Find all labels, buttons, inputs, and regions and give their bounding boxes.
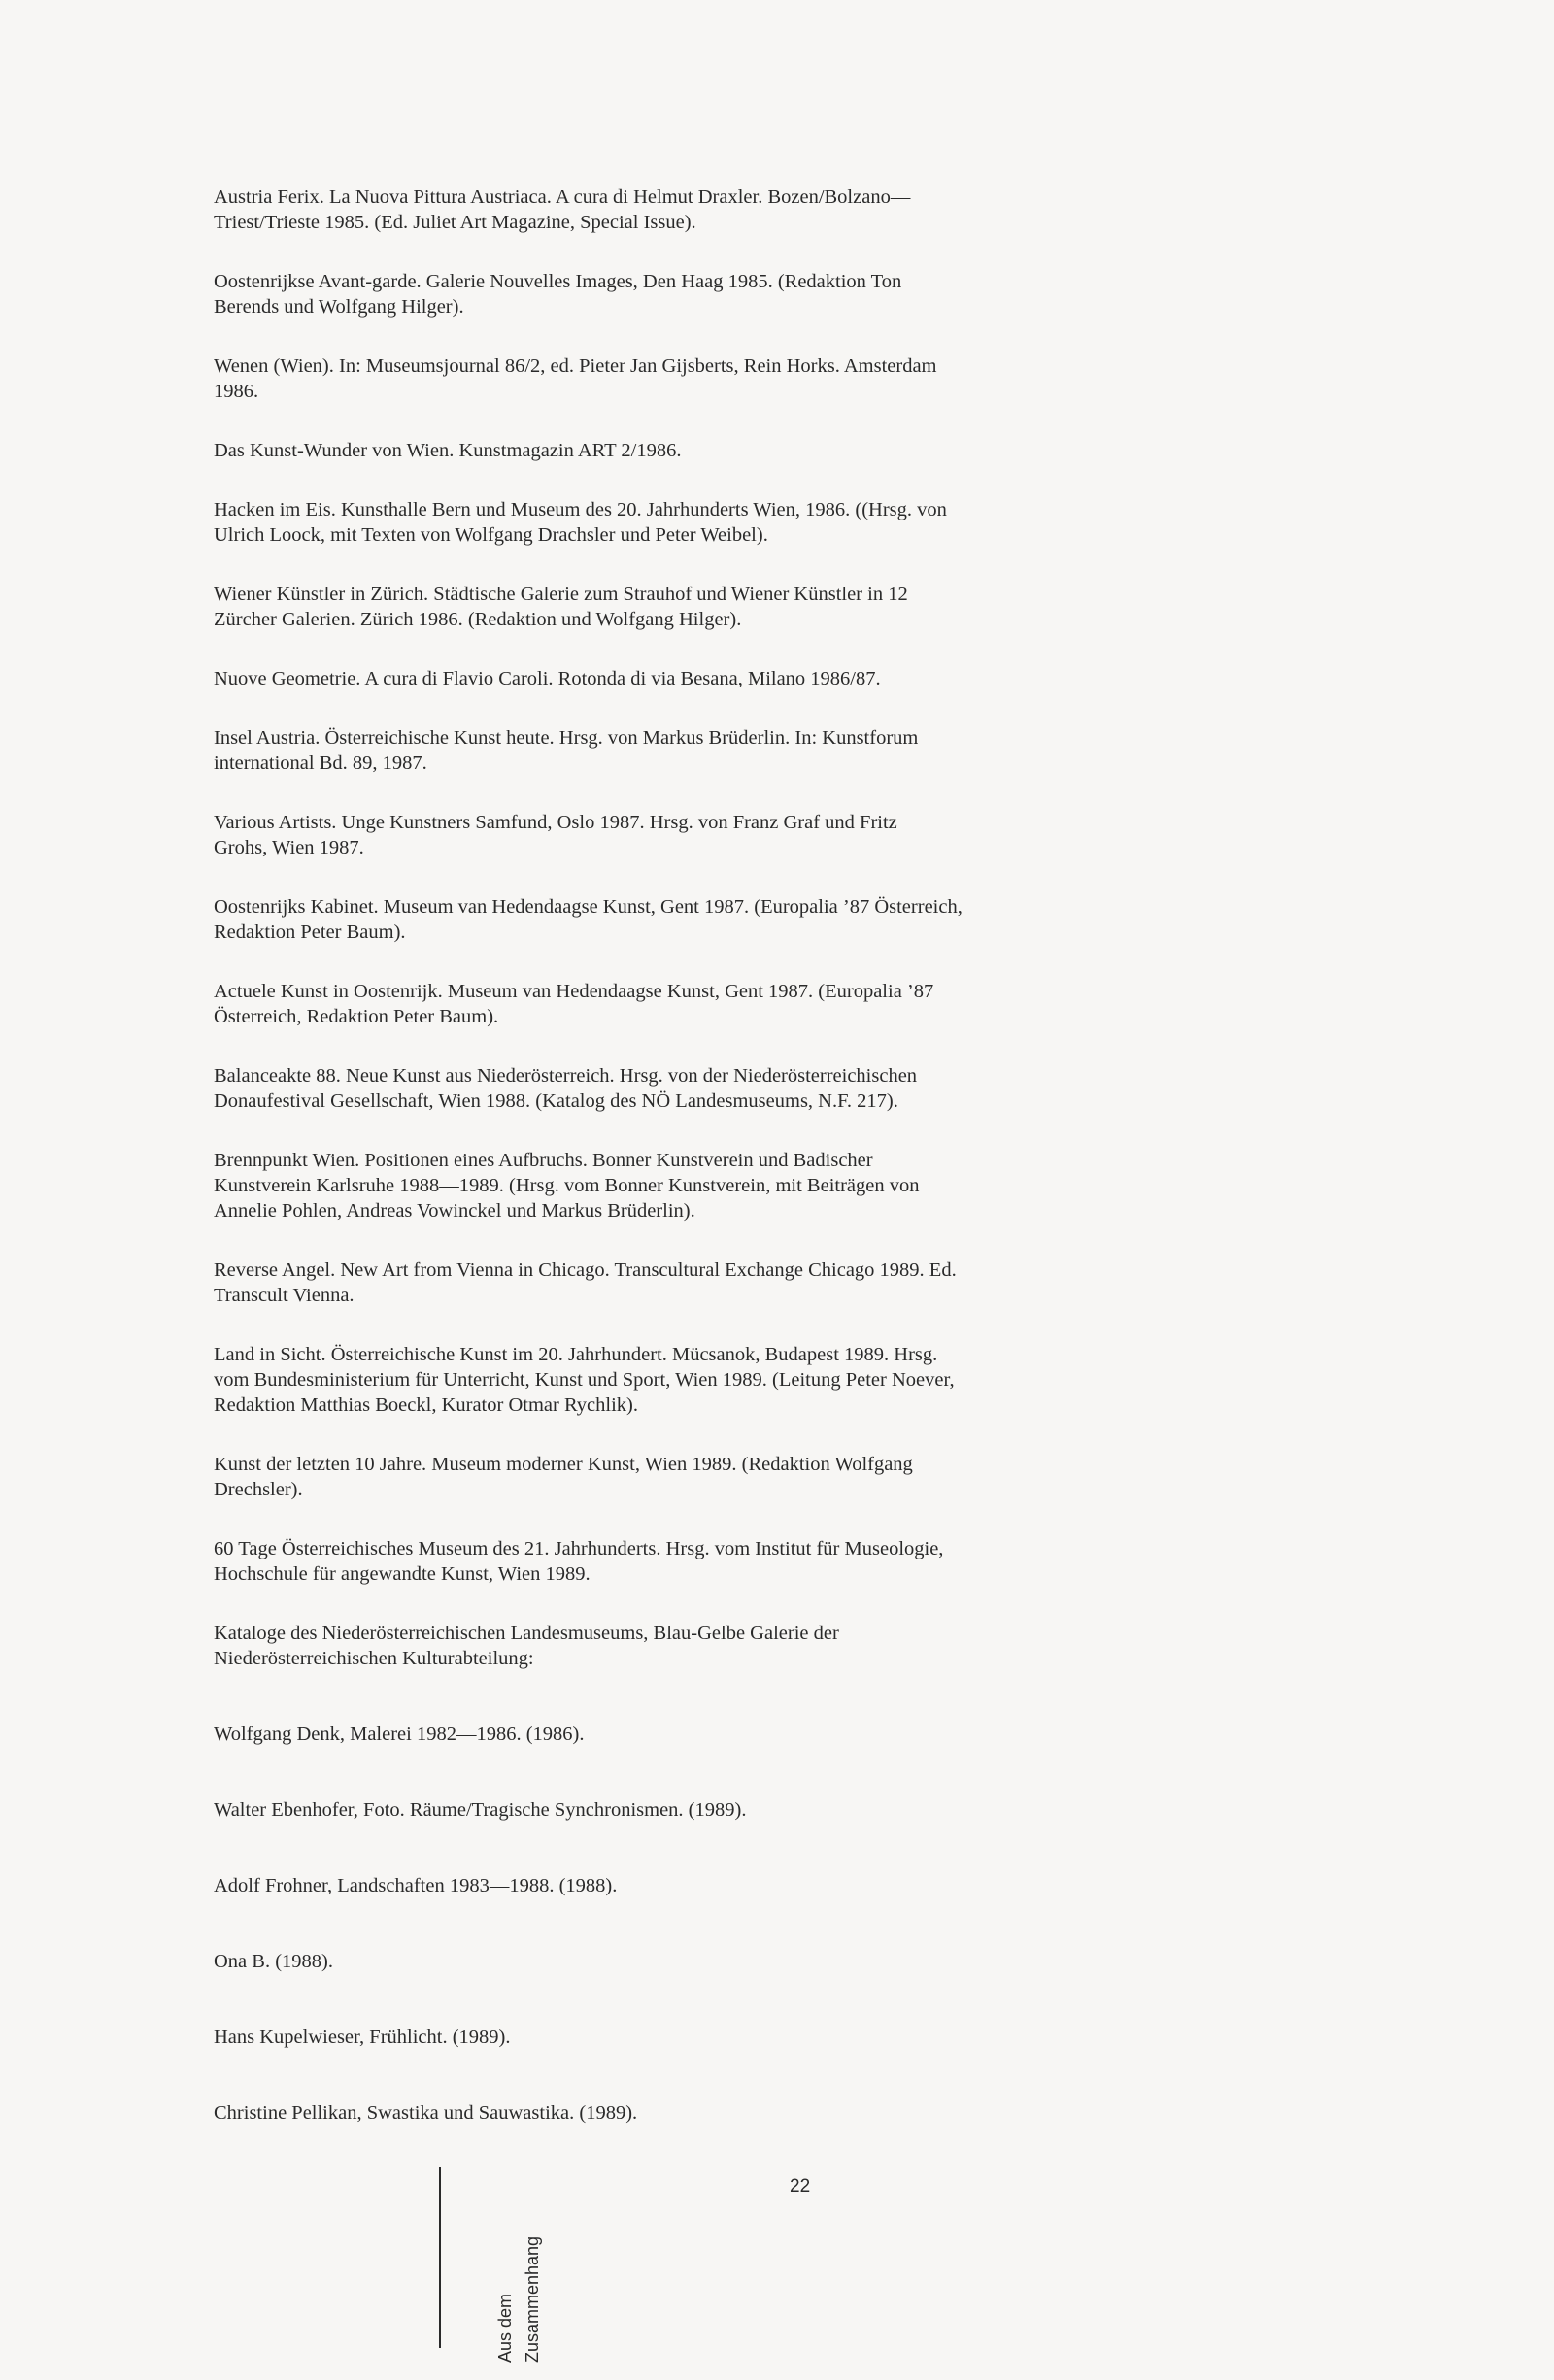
bibliography-entry: Various Artists. Unge Kunstners Samfund, Oslo 1987. Hrsg. von Franz Graf und Fritz Grohs, Wien 1987. [214,812,897,858]
catalog-series-heading: Kataloge des Niederösterreichischen Landesmuseums, Blau-Gelbe Galerie der Niederösterreichischen Kulturabteilung: [214,1623,839,1669]
bibliography-entry: Oostenrijkse Avant-garde. Galerie Nouvelles Images, Den Haag 1985. (Redaktion Ton Berends und Wolfgang Hilger). [214,271,902,318]
bibliography-entry: Austria Ferix. La Nuova Pittura Austriaca. A cura di Helmut Draxler. Bozen/Bolzano— Triest/Trieste 1985. (Ed. Juliet Art Magazine, Special Issue). [214,186,911,233]
bibliography-entry: 60 Tage Österreichisches Museum des 21. Jahrhunderts. Hrsg. vom Institut für Museologie, Hochschule für angewandte Kunst, Wien 1989. [214,1538,944,1585]
bibliography-entry: Balanceakte 88. Neue Kunst aus Niederösterreich. Hrsg. von der Niederösterreichischen Donaufestival Gesellschaft, Wien 1988. (Katalog des NÖ Landesmuseums, N.F. 217). [214,1065,918,1112]
catalog-item: Ona B. (1988). [214,1951,333,1972]
bibliography-entry: Kunst der letzten 10 Jahre. Museum moderner Kunst, Wien 1989. (Redaktion Wolfgang Drechsler). [214,1454,913,1500]
bibliography-entry: Wenen (Wien). In: Museumsjournal 86/2, ed. Pieter Jan Gijsberts, Rein Horks. Amsterdam 1986. [214,355,937,402]
running-footer-label: Aus dem Zusammenhang [495,2235,542,2363]
catalog-item: Walter Ebenhofer, Foto. Räume/Tragische Synchronismen. (1989). [214,1799,747,1821]
catalog-item: Adolf Frohner, Landschaften 1983—1988. (1988). [214,1875,618,1896]
bibliography-entry: Wiener Künstler in Zürich. Städtische Galerie zum Strauhof und Wiener Künstler in 12 Zürcher Galerien. Zürich 1986. (Redaktion und Wolfgang Hilger). [214,584,908,630]
footer-divider [439,2167,441,2348]
bibliography-entry: Das Kunst-Wunder von Wien. Kunstmagazin ART 2/1986. [214,440,682,461]
bibliography-entry: Land in Sicht. Österreichische Kunst im 20. Jahrhundert. Mücsanok, Budapest 1989. Hrsg. vom Bundesministerium für Unterricht, Kunst und Sport, Wien 1989. (Leitung Peter Noever, Redaktion Matthias Boeckl, Kurator Otmar Rychlik). [214,1344,955,1416]
page-number: 22 [790,2176,811,2196]
bibliography-entry: Actuele Kunst in Oostenrijk. Museum van Hedendaagse Kunst, Gent 1987. (Europalia ’87 Österreich, Redaktion Peter Baum). [214,981,934,1027]
bibliography-entry: Reverse Angel. New Art from Vienna in Chicago. Transcultural Exchange Chicago 1989. Ed. Transcult Vienna. [214,1259,957,1306]
catalog-item: Christine Pellikan, Swastika und Sauwastika. (1989). [214,2102,638,2124]
bibliography-entry: Insel Austria. Österreichische Kunst heute. Hrsg. von Markus Brüderlin. In: Kunstforum international Bd. 89, 1987. [214,727,919,774]
bibliography-entry: Brennpunkt Wien. Positionen eines Aufbruchs. Bonner Kunstverein und Badischer Kunstverein Karlsruhe 1988—1989. (Hrsg. vom Bonner Kunstverein, mit Beiträgen von Annelie Pohlen, Andreas Vowinckel und Markus Brüderlin). [214,1150,920,1222]
catalog-item: Wolfgang Denk, Malerei 1982—1986. (1986). [214,1724,585,1745]
bibliography-entry: Hacken im Eis. Kunsthalle Bern und Museum des 20. Jahrhunderts Wien, 1986. ((Hrsg. von Ulrich Loock, mit Texten von Wolfgang Drachsler und Peter Weibel). [214,499,947,546]
catalog-item: Hans Kupelwieser, Frühlicht. (1989). [214,2027,511,2048]
bibliography-entry: Nuove Geometrie. A cura di Flavio Caroli. Rotonda di via Besana, Milano 1986/87. [214,668,881,689]
bibliography-list [214,184,1068,2126]
bibliography-entry: Oostenrijks Kabinet. Museum van Hedendaagse Kunst, Gent 1987. (Europalia ’87 Österreich, Redaktion Peter Baum). [214,896,963,943]
